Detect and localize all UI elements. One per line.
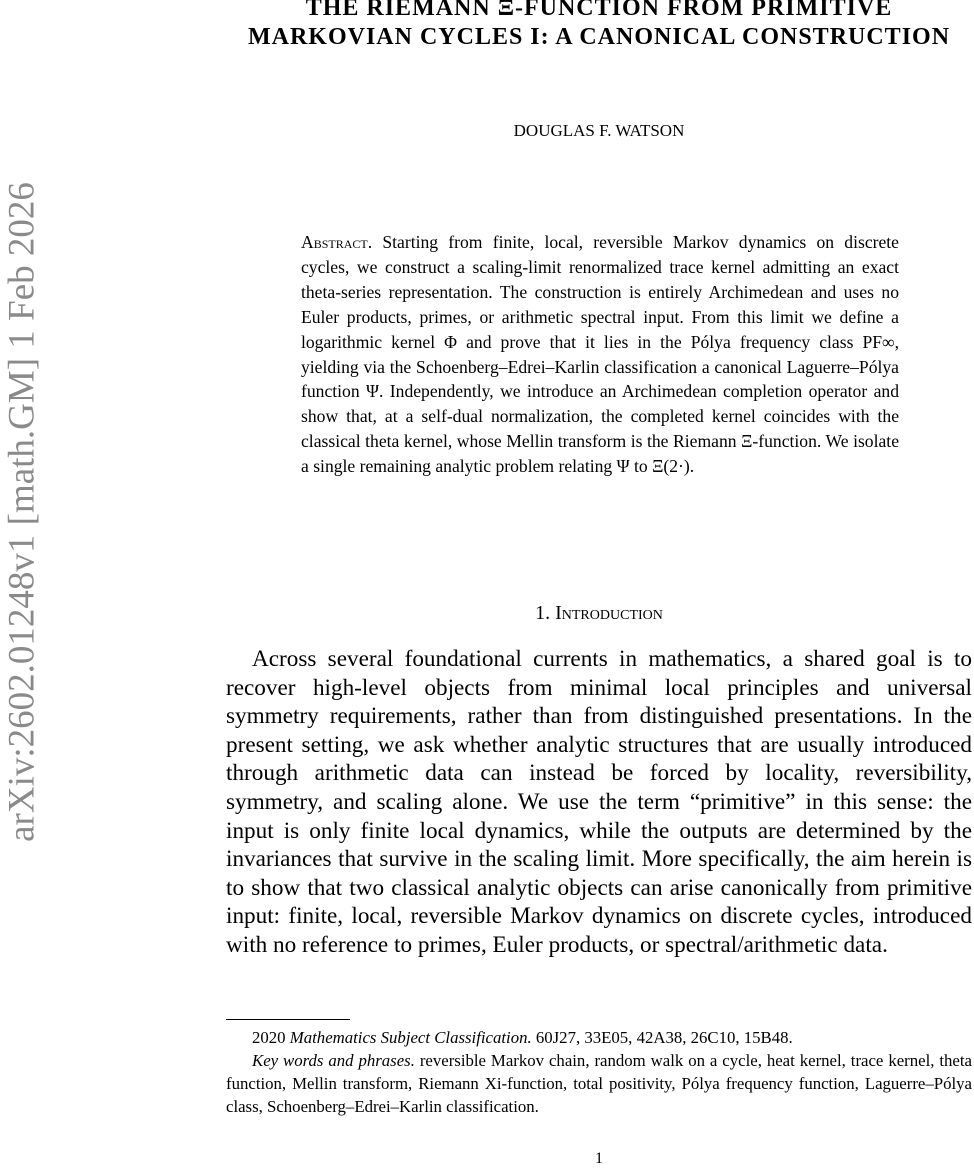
section-number: 1. <box>535 602 551 624</box>
page-number: 1 <box>595 1150 603 1167</box>
intro-paragraph: Across several foundational currents in mathematics, a shared goal is to recover high-level objects from minimal local principles and universal symmetry requirements, rather than from distinguished presentations. In the present setting, we ask whether analytic structures that are usually introduced through arithmetic data can instead be forced by locality, reversibility, symmetry, and scaling alone. We use the term “primitive” in this sense: the input is only finite local dynamics, while the outputs are determined by the invariances that survive in the scaling limit. More specifically, the aim herein is to show that two classical analytic objects can arise canonically from primitive input: finite, local, reversible Markov dynamics on discrete cycles, introduced with no reference to primes, Euler products, or spectral/arithmetic data. <box>226 646 972 958</box>
paper-title: THE RIEMANN Ξ-FUNCTION FROM PRIMITIVE MARKOVIAN CYCLES I: A CANONICAL CONSTRUCTION <box>247 0 951 50</box>
arxiv-identifier: arXiv:2602.01248v1 [math.GM] 1 Feb 2026 <box>1 182 43 842</box>
msc-codes: 60J27, 33E05, 42A38, 26C10, 15B48. <box>535 1028 793 1047</box>
section-heading <box>226 602 972 625</box>
msc-prefix: 2020 <box>252 1028 286 1047</box>
keywords-text: reversible Markov chain, random walk on a cycle, heat kernel, trace kernel, theta function, Mellin transform, Riemann Xi-function, total positivity, Pólya frequency function, Laguerre–Pólya class, Schoenberg–Edrei–Karlin classification. <box>226 1051 972 1116</box>
abstract <box>301 230 899 479</box>
abstract-text: Starting from finite, local, reversible Markov dynamics on discrete cycles, we construct a scaling-limit renormalized trace kernel admitting an exact theta-series representation. The construction is entirely Archimedean and uses no Euler products, primes, or arithmetic spectral input. From this limit we define a logarithmic kernel Φ and prove that it lies in the Pólya frequency class PF∞, yielding via the Schoenberg–Edrei–Karlin classification a canonical Laguerre–Pólya function Ψ. Independently, we introduce an Archimedean completion operator and show that, at a self-dual normalization, the completed kernel coincides with the classical theta kernel, whose Mellin transform is the Riemann Ξ-function. We isolate a single remaining analytic problem relating Ψ to Ξ(2·). <box>301 232 899 477</box>
msc-label: Mathematics Subject Classification. <box>289 1028 532 1047</box>
arxiv-sidebar <box>0 0 50 1168</box>
section-name: Introduction <box>555 602 663 624</box>
footnote-msc <box>226 1026 972 1049</box>
footnote-keywords <box>226 1049 972 1118</box>
footnote-rule <box>226 1019 350 1020</box>
abstract-label: Abstract. <box>301 232 373 252</box>
keywords-label: Key words and phrases. <box>252 1051 415 1070</box>
author-name: DOUGLAS F. WATSON <box>513 121 685 140</box>
